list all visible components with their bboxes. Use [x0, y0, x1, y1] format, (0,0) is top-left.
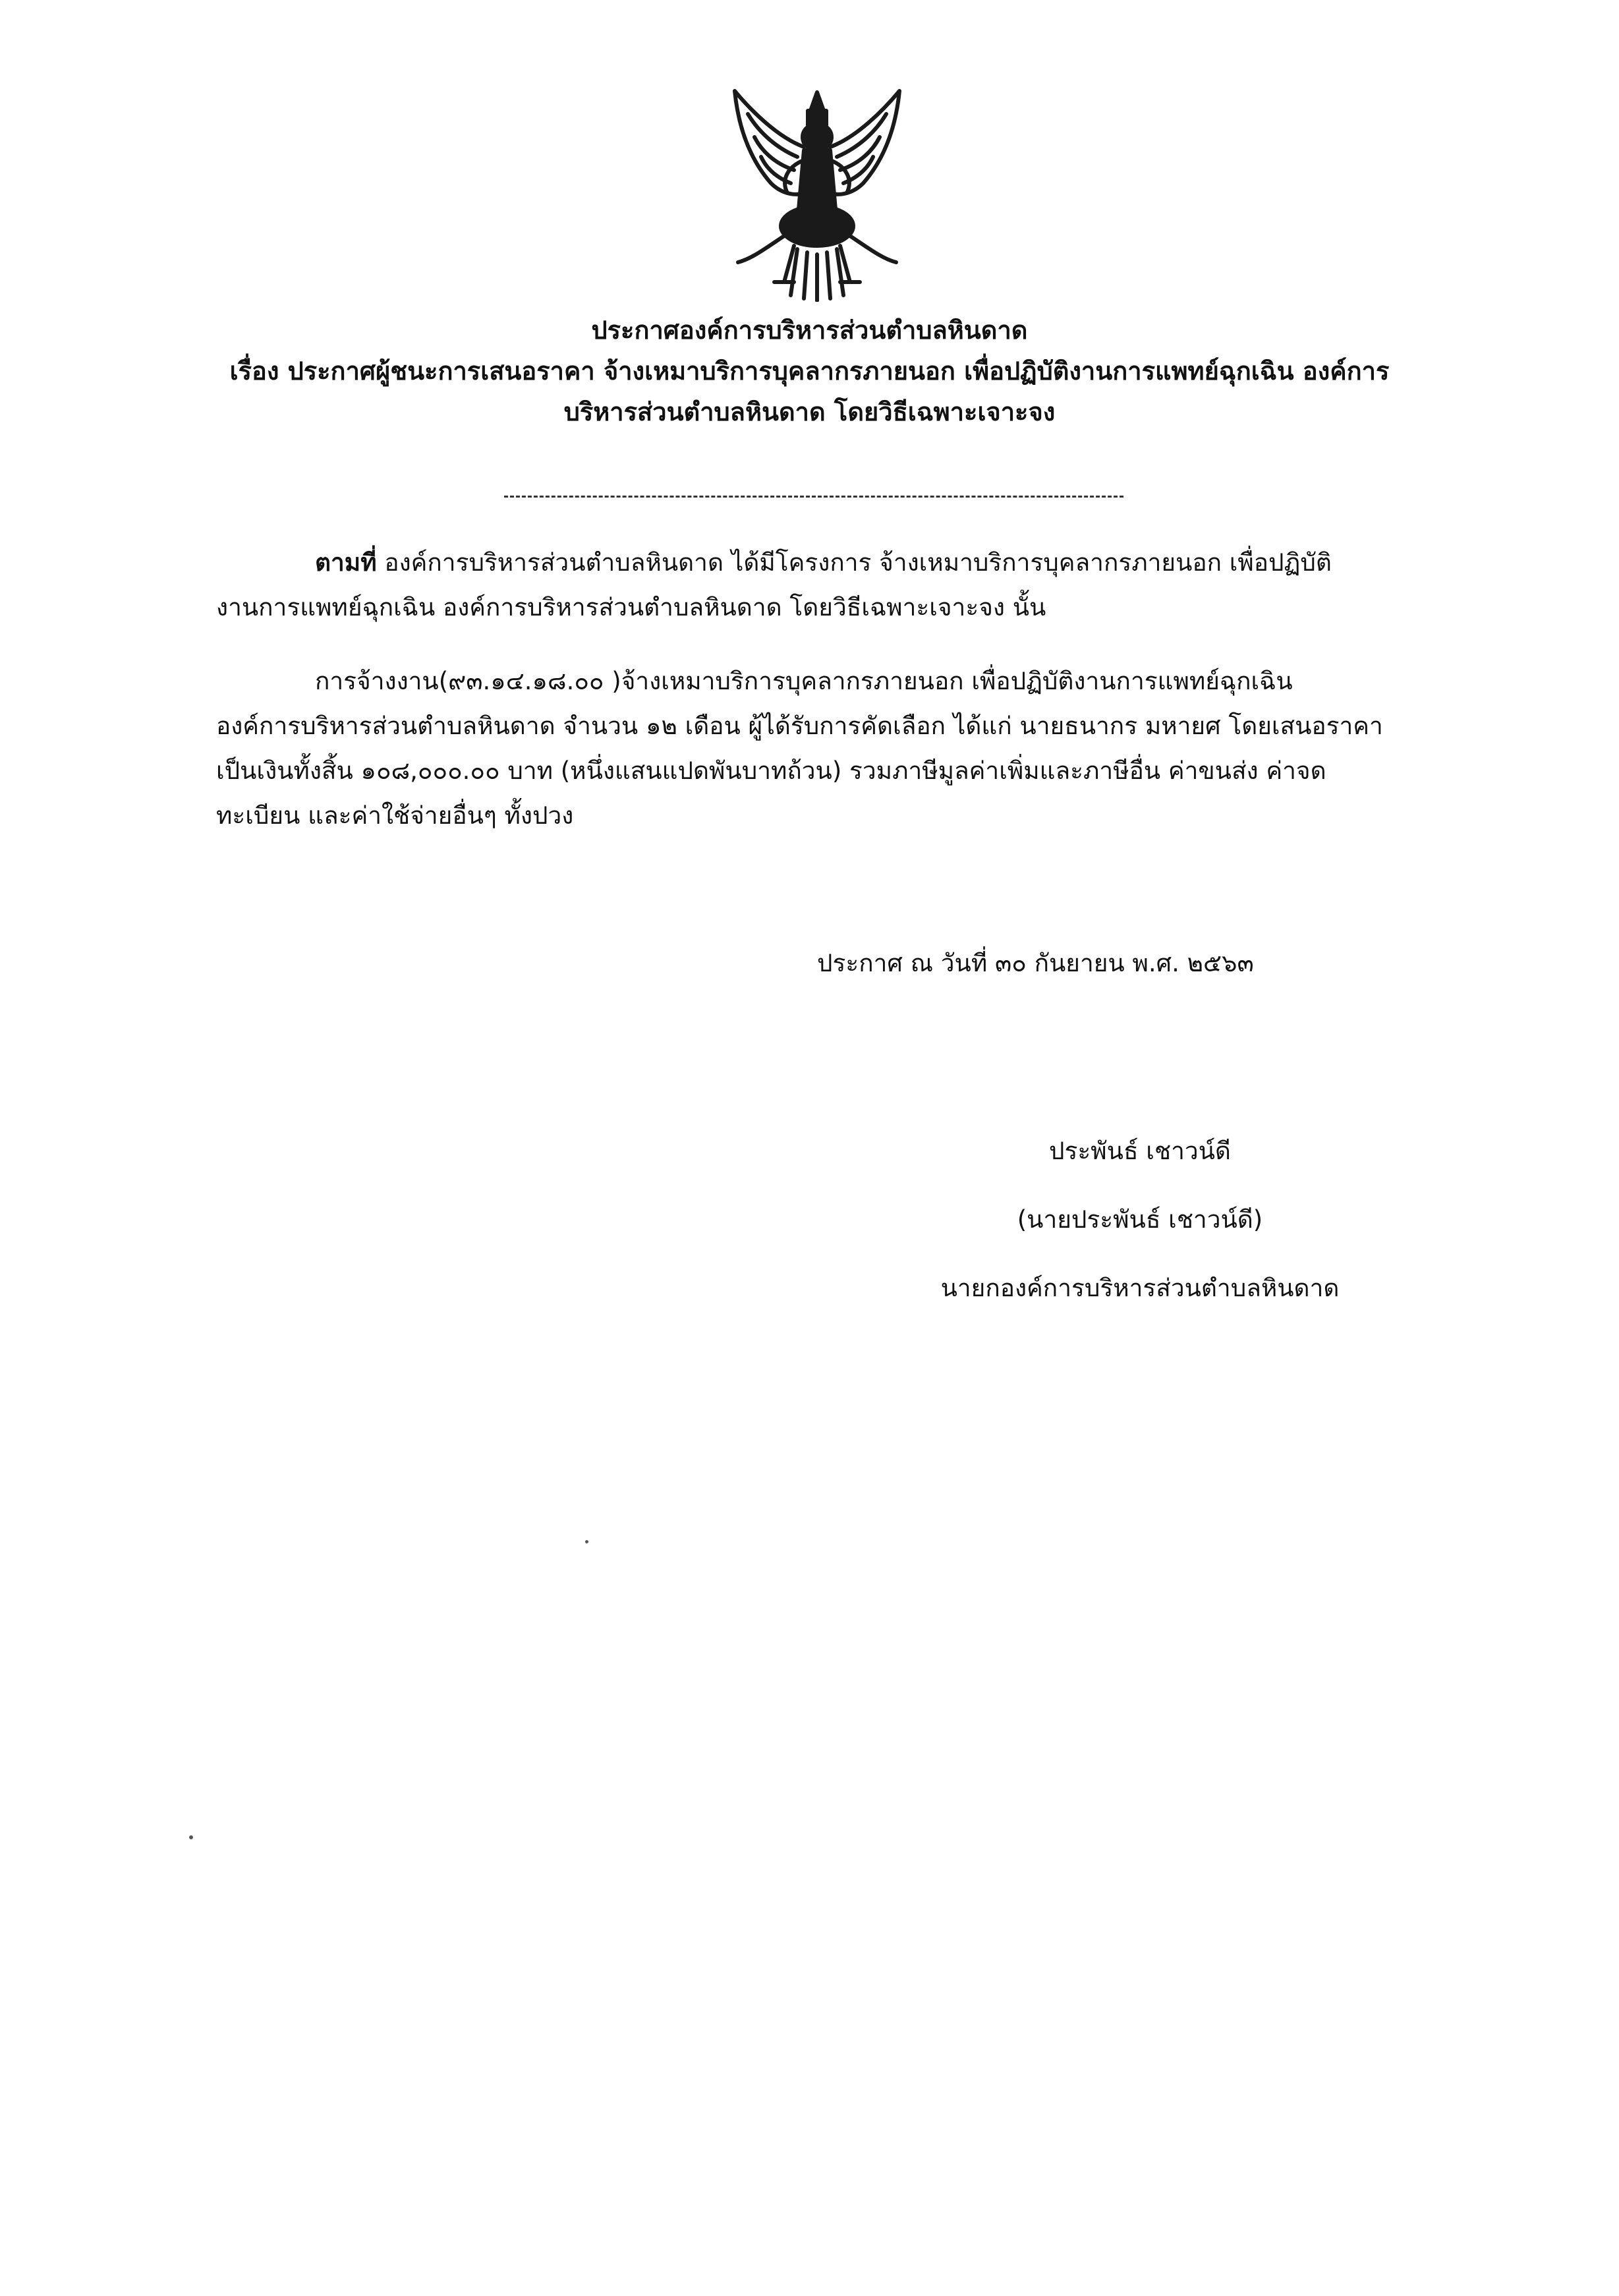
paragraph-1-line-1-text: องค์การบริหารส่วนตำบลหินดาด ได้มีโครงการ จ้างเหมาบริการบุคลากรภายนอก เพื่อปฏิบัติ	[376, 548, 1332, 577]
paragraph-2-line-2: องค์การบริหารส่วนตำบลหินดาด จำนวน ๑๒ เดือน ผู้ได้รับการคัดเลือก ได้แก่ นายธนากร มหายศ โดยเสนอราคา	[216, 712, 1383, 740]
paragraph-2-line-1: การจ้างงาน(๙๓.๑๔.๑๘.๐๐ )จ้างเหมาบริการบุคลากรภายนอก เพื่อปฏิบัติงานการแพทย์ฉุกเฉิน	[315, 667, 1293, 695]
signer-full-name: (นายประพันธ์ เชาวน์ดี)	[1017, 1205, 1263, 1234]
paragraph-1-line-2: งานการแพทย์ฉุกเฉิน องค์การบริหารส่วนตำบลหินดาด โดยวิธีเฉพาะเจาะจง นั้น	[216, 593, 1046, 621]
scan-speck	[585, 1540, 588, 1543]
paragraph-2	[216, 659, 1455, 838]
signer-position: นายกองค์การบริหารส่วนตำบลหินดาด	[940, 1274, 1340, 1302]
document-title	[0, 310, 1619, 432]
paragraph-1	[216, 540, 1455, 630]
paragraph-2-line-3: เป็นเงินทั้งสิ้น ๑๐๘,๐๐๐.๐๐ บาท (หนึ่งแสนแปดพันบาทถ้วน) รวมภาษีมูลค่าเพิ่มและภาษีอื่น ค่าขนส่ง ค่าจด	[216, 757, 1326, 785]
paragraph-1-lead: ตามที่	[315, 548, 377, 577]
signature-block	[909, 1117, 1371, 1323]
scan-speck	[189, 1835, 193, 1839]
title-line-3: บริหารส่วนตำบลหินดาด โดยวิธีเฉพาะเจาะจง	[563, 397, 1056, 426]
signer-name: ประพันธ์ เชาวน์ดี	[1049, 1137, 1231, 1165]
title-line-2: เรื่อง ประกาศผู้ชนะการเสนอราคา จ้างเหมาบริการบุคลากรภายนอก เพื่อปฏิบัติงานการแพทย์ฉุกเฉิน องค์การ	[229, 357, 1390, 386]
paragraph-2-line-4: ทะเบียน และค่าใช้จ่ายอื่นๆ ทั้งปวง	[216, 801, 574, 830]
announcement-date: ประกาศ ณ วันที่ ๓๐ กันยายน พ.ศ. ๒๕๖๓	[817, 949, 1254, 977]
paragraph-1-line-1	[216, 540, 1455, 585]
garuda-emblem-icon	[712, 84, 923, 302]
title-separator	[504, 496, 1123, 498]
title-line-1: ประกาศองค์การบริหารส่วนตำบลหินดาด	[591, 316, 1028, 345]
